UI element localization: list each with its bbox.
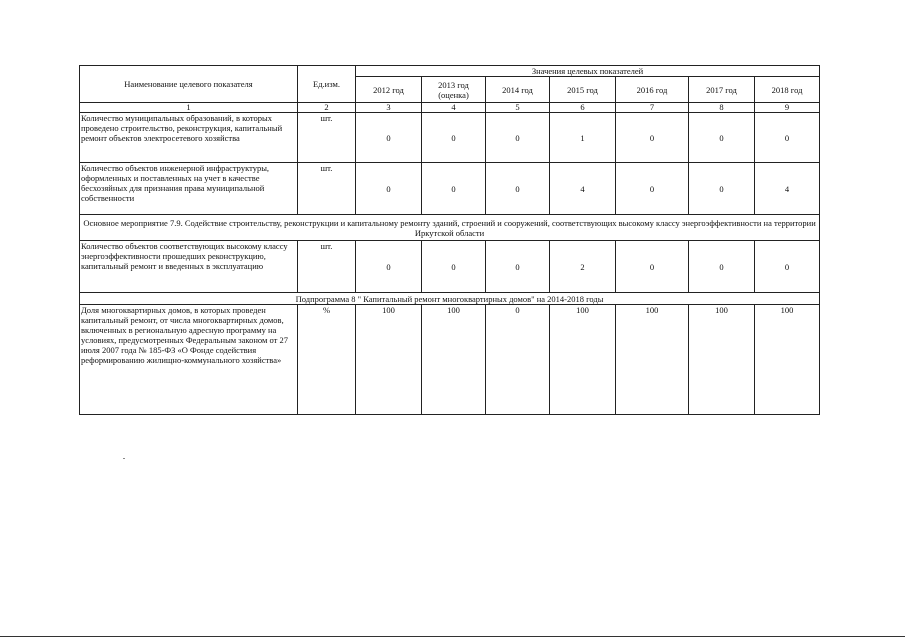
header-year-4: 2015 год — [550, 77, 616, 103]
indicator-name: Количество объектов инженерной инфраструктуры, оформленных и поставленных на учет в качестве бесхозяйных для признания права муниципальной собственности — [80, 163, 298, 215]
indicator-unit: шт. — [298, 241, 356, 293]
header-values-group: Значения целевых показателей — [356, 66, 820, 77]
indicator-value: 0 — [356, 241, 422, 293]
column-number-6: 6 — [550, 103, 616, 113]
indicator-value: 100 — [616, 305, 689, 415]
indicator-unit: % — [298, 305, 356, 415]
column-number-9: 9 — [755, 103, 820, 113]
indicator-value: 0 — [422, 241, 486, 293]
indicator-row — [80, 305, 820, 415]
indicator-name: Количество муниципальных образований, в которых проведено строительство, реконструкция, капитальный ремонт объектов электросетевого хозяйства — [80, 113, 298, 163]
indicator-value: 0 — [616, 113, 689, 163]
section-title: Основное мероприятие 7.9. Содействие строительству, реконструкции и капитальному ремонту зданий, строений и сооружений, соответствующих высокому классу энергоэффективности на территории Иркутской области — [80, 215, 820, 241]
indicator-value: 0 — [755, 113, 820, 163]
column-number-row — [80, 103, 820, 113]
indicator-table-container — [79, 65, 819, 415]
table-body — [80, 66, 820, 415]
indicator-unit: шт. — [298, 113, 356, 163]
column-number-4: 4 — [422, 103, 486, 113]
indicator-value: 1 — [550, 113, 616, 163]
indicator-value: 0 — [616, 163, 689, 215]
target-indicators-table — [79, 65, 820, 415]
indicator-row — [80, 163, 820, 215]
indicator-value: 0 — [616, 241, 689, 293]
header-year-2: 2013 год (оценка) — [422, 77, 486, 103]
header-year-1: 2012 год — [356, 77, 422, 103]
indicator-value: 0 — [689, 163, 755, 215]
indicator-value: 0 — [689, 113, 755, 163]
indicator-value: 100 — [689, 305, 755, 415]
indicator-value: 100 — [422, 305, 486, 415]
header-unit: Ед.изм. — [298, 66, 356, 103]
scan-edge-line — [0, 636, 905, 637]
indicator-value: 100 — [755, 305, 820, 415]
section-row — [80, 293, 820, 305]
indicator-name: Количество объектов соответствующих высокому классу энергоэффективности прошедших реконструкцию, капитальный ремонт и введенных в эксплуатацию — [80, 241, 298, 293]
header-year-3: 2014 год — [486, 77, 550, 103]
column-number-7: 7 — [616, 103, 689, 113]
header-indicator-name: Наименование целевого показателя — [80, 66, 298, 103]
indicator-value: 100 — [550, 305, 616, 415]
indicator-name: Доля многоквартирных домов, в которых проведен капитальный ремонт, от числа многоквартирных домов, включенных в региональную адресную программу на условиях, предусмотренных Федеральным законом от 27 июля 2007 года № 185-ФЗ «О Фонде содействия реформированию жилищно-коммунального хозяйства» — [80, 305, 298, 415]
section-title: Подпрограмма 8 " Капитальный ремонт многоквартирных домов" на 2014-2018 годы — [80, 293, 820, 305]
indicator-value: 0 — [356, 163, 422, 215]
scan-speck — [123, 458, 125, 459]
header-year-6: 2017 год — [689, 77, 755, 103]
indicator-row — [80, 241, 820, 293]
header-year-7: 2018 год — [755, 77, 820, 103]
indicator-value: 0 — [689, 241, 755, 293]
indicator-value: 0 — [486, 113, 550, 163]
header-row-group — [80, 66, 820, 77]
column-number-1: 1 — [80, 103, 298, 113]
indicator-value: 0 — [486, 163, 550, 215]
column-number-5: 5 — [486, 103, 550, 113]
indicator-value: 0 — [422, 163, 486, 215]
indicator-value: 0 — [356, 113, 422, 163]
indicator-value: 0 — [486, 305, 550, 415]
column-number-8: 8 — [689, 103, 755, 113]
indicator-value: 4 — [550, 163, 616, 215]
header-year-5: 2016 год — [616, 77, 689, 103]
column-number-3: 3 — [356, 103, 422, 113]
indicator-unit: шт. — [298, 163, 356, 215]
indicator-row — [80, 113, 820, 163]
indicator-value: 0 — [755, 241, 820, 293]
indicator-value: 0 — [422, 113, 486, 163]
indicator-value: 0 — [486, 241, 550, 293]
column-number-2: 2 — [298, 103, 356, 113]
indicator-value: 4 — [755, 163, 820, 215]
indicator-value: 100 — [356, 305, 422, 415]
indicator-value: 2 — [550, 241, 616, 293]
section-row — [80, 215, 820, 241]
